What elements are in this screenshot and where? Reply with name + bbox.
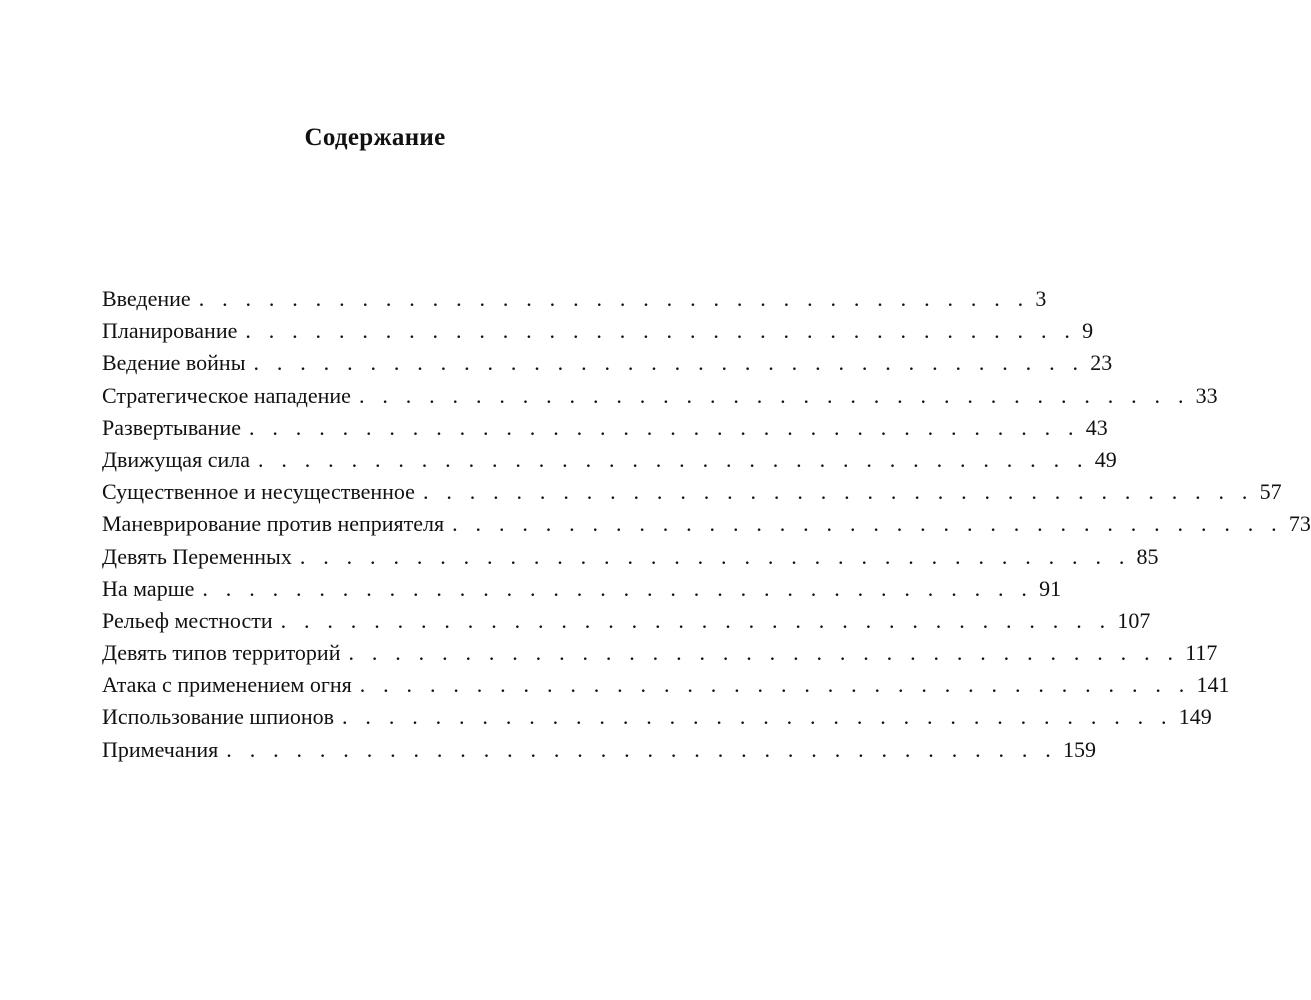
toc-entry-essential-nonessential <box>102 476 1282 508</box>
dot-leader: . . . . . . . . . . . . . . . . . . . . . . . . . . . . . . . . . . . . <box>257 446 1089 472</box>
toc-entry-label: Примечания <box>102 736 219 762</box>
toc-entry-page: 3 <box>1035 286 1047 311</box>
toc-entry-label: Стратегическое нападение <box>102 382 351 408</box>
toc-entry-deployment <box>102 412 1108 444</box>
toc-entry-notes <box>102 734 1096 766</box>
toc-entry-page: 33 <box>1195 382 1218 408</box>
toc-entry-planning <box>102 315 1094 347</box>
toc-entry-page: 159 <box>1063 736 1096 762</box>
toc-entry-fire-attack <box>102 669 1230 701</box>
toc-entry-use-of-spies <box>102 701 1212 733</box>
toc-entry-label: Ведение войны <box>102 350 246 376</box>
dot-leader: . . . . . . . . . . . . . . . . . . . . . . . . . . . . . . . . . . . . <box>249 414 1080 440</box>
toc-entry-label: Девять типов территорий <box>102 640 341 666</box>
toc-entry-label: Развертывание <box>102 414 241 440</box>
toc-entry-label: Движущая сила <box>102 446 250 472</box>
toc-entry-label: Девять Переменных <box>102 543 292 569</box>
toc-entry-on-the-march <box>102 573 1062 605</box>
toc-entry-label: Планирование <box>102 318 238 344</box>
dot-leader: . . . . . . . . . . . . . . . . . . . . . . . . . . . . . . . . . . . . <box>358 382 1190 408</box>
dot-leader: . . . . . . . . . . . . . . . . . . . . . . . . . . . . . . . . . . . . <box>299 543 1131 569</box>
dot-leader: . . . . . . . . . . . . . . . . . . . . . . . . . . . . . . . . . . . . <box>359 672 1191 698</box>
toc-entry-label: Рельеф местности <box>102 607 273 633</box>
toc-entry-nine-territories <box>102 637 1218 669</box>
toc-entry-label: Существенное и несущественное <box>102 479 415 505</box>
toc-entry-label: Введение <box>102 286 191 311</box>
dot-leader: . . . . . . . . . . . . . . . . . . . . . . . . . . . . . . . . . . . . <box>280 607 1112 633</box>
toc-entry-page: 91 <box>1039 575 1062 601</box>
table-of-contents <box>102 283 1311 766</box>
toc-entry-page: 9 <box>1082 318 1094 344</box>
dot-leader: . . . . . . . . . . . . . . . . . . . . . . . . . . . . . . . . . . . . <box>342 704 1173 730</box>
dot-leader: . . . . . . . . . . . . . . . . . . . . . . . . . . . . . . . . . . . . <box>226 736 1057 762</box>
dot-leader: . . . . . . . . . . . . . . . . . . . . . . . . . . . . . . . . . . . . <box>422 479 1254 505</box>
dot-leader: . . . . . . . . . . . . . . . . . . . . . . . . . . . . . . . . . . . . <box>452 511 1283 537</box>
dot-leader: . . . . . . . . . . . . . . . . . . . . . . . . . . . . . . . . . . . . <box>202 575 1034 601</box>
dot-leader: . . . . . . . . . . . . . . . . . . . . . . . . . . . . . . . . . . . . <box>348 640 1180 666</box>
toc-entry-label: Атака с применением огня <box>102 672 352 698</box>
toc-entry-page: 49 <box>1094 446 1117 472</box>
toc-entry-page: 107 <box>1117 607 1151 633</box>
toc-entry-label: Маневрирование против неприятеля <box>102 511 445 537</box>
toc-entry-page: 43 <box>1085 414 1108 440</box>
toc-entry-introduction <box>102 283 1047 315</box>
toc-entry-page: 117 <box>1185 640 1218 666</box>
dot-leader: . . . . . . . . . . . . . . . . . . . . . . . . . . . . . . . . . . . . <box>245 318 1077 344</box>
toc-entry-maneuvering <box>102 508 1311 540</box>
toc-entry-page: 57 <box>1259 479 1282 505</box>
toc-entry-label: Использование шпионов <box>102 704 335 730</box>
dot-leader: . . . . . . . . . . . . . . . . . . . . . . . . . . . . . . . . . . . . <box>198 286 1030 311</box>
toc-entry-waging-war <box>102 347 1113 379</box>
page-title: Содержание <box>304 124 446 151</box>
dot-leader: . . . . . . . . . . . . . . . . . . . . . . . . . . . . . . . . . . . . <box>253 350 1085 376</box>
toc-entry-page: 85 <box>1136 543 1159 569</box>
toc-entry-page: 23 <box>1090 350 1113 376</box>
toc-entry-page: 141 <box>1196 672 1230 698</box>
toc-entry-page: 73 <box>1288 511 1311 537</box>
toc-entry-strategic-attack <box>102 380 1218 412</box>
toc-entry-page: 149 <box>1178 704 1212 730</box>
toc-entry-label: На марше <box>102 575 195 601</box>
toc-entry-driving-force <box>102 444 1117 476</box>
toc-entry-terrain <box>102 605 1151 637</box>
toc-entry-nine-variables <box>102 541 1159 573</box>
